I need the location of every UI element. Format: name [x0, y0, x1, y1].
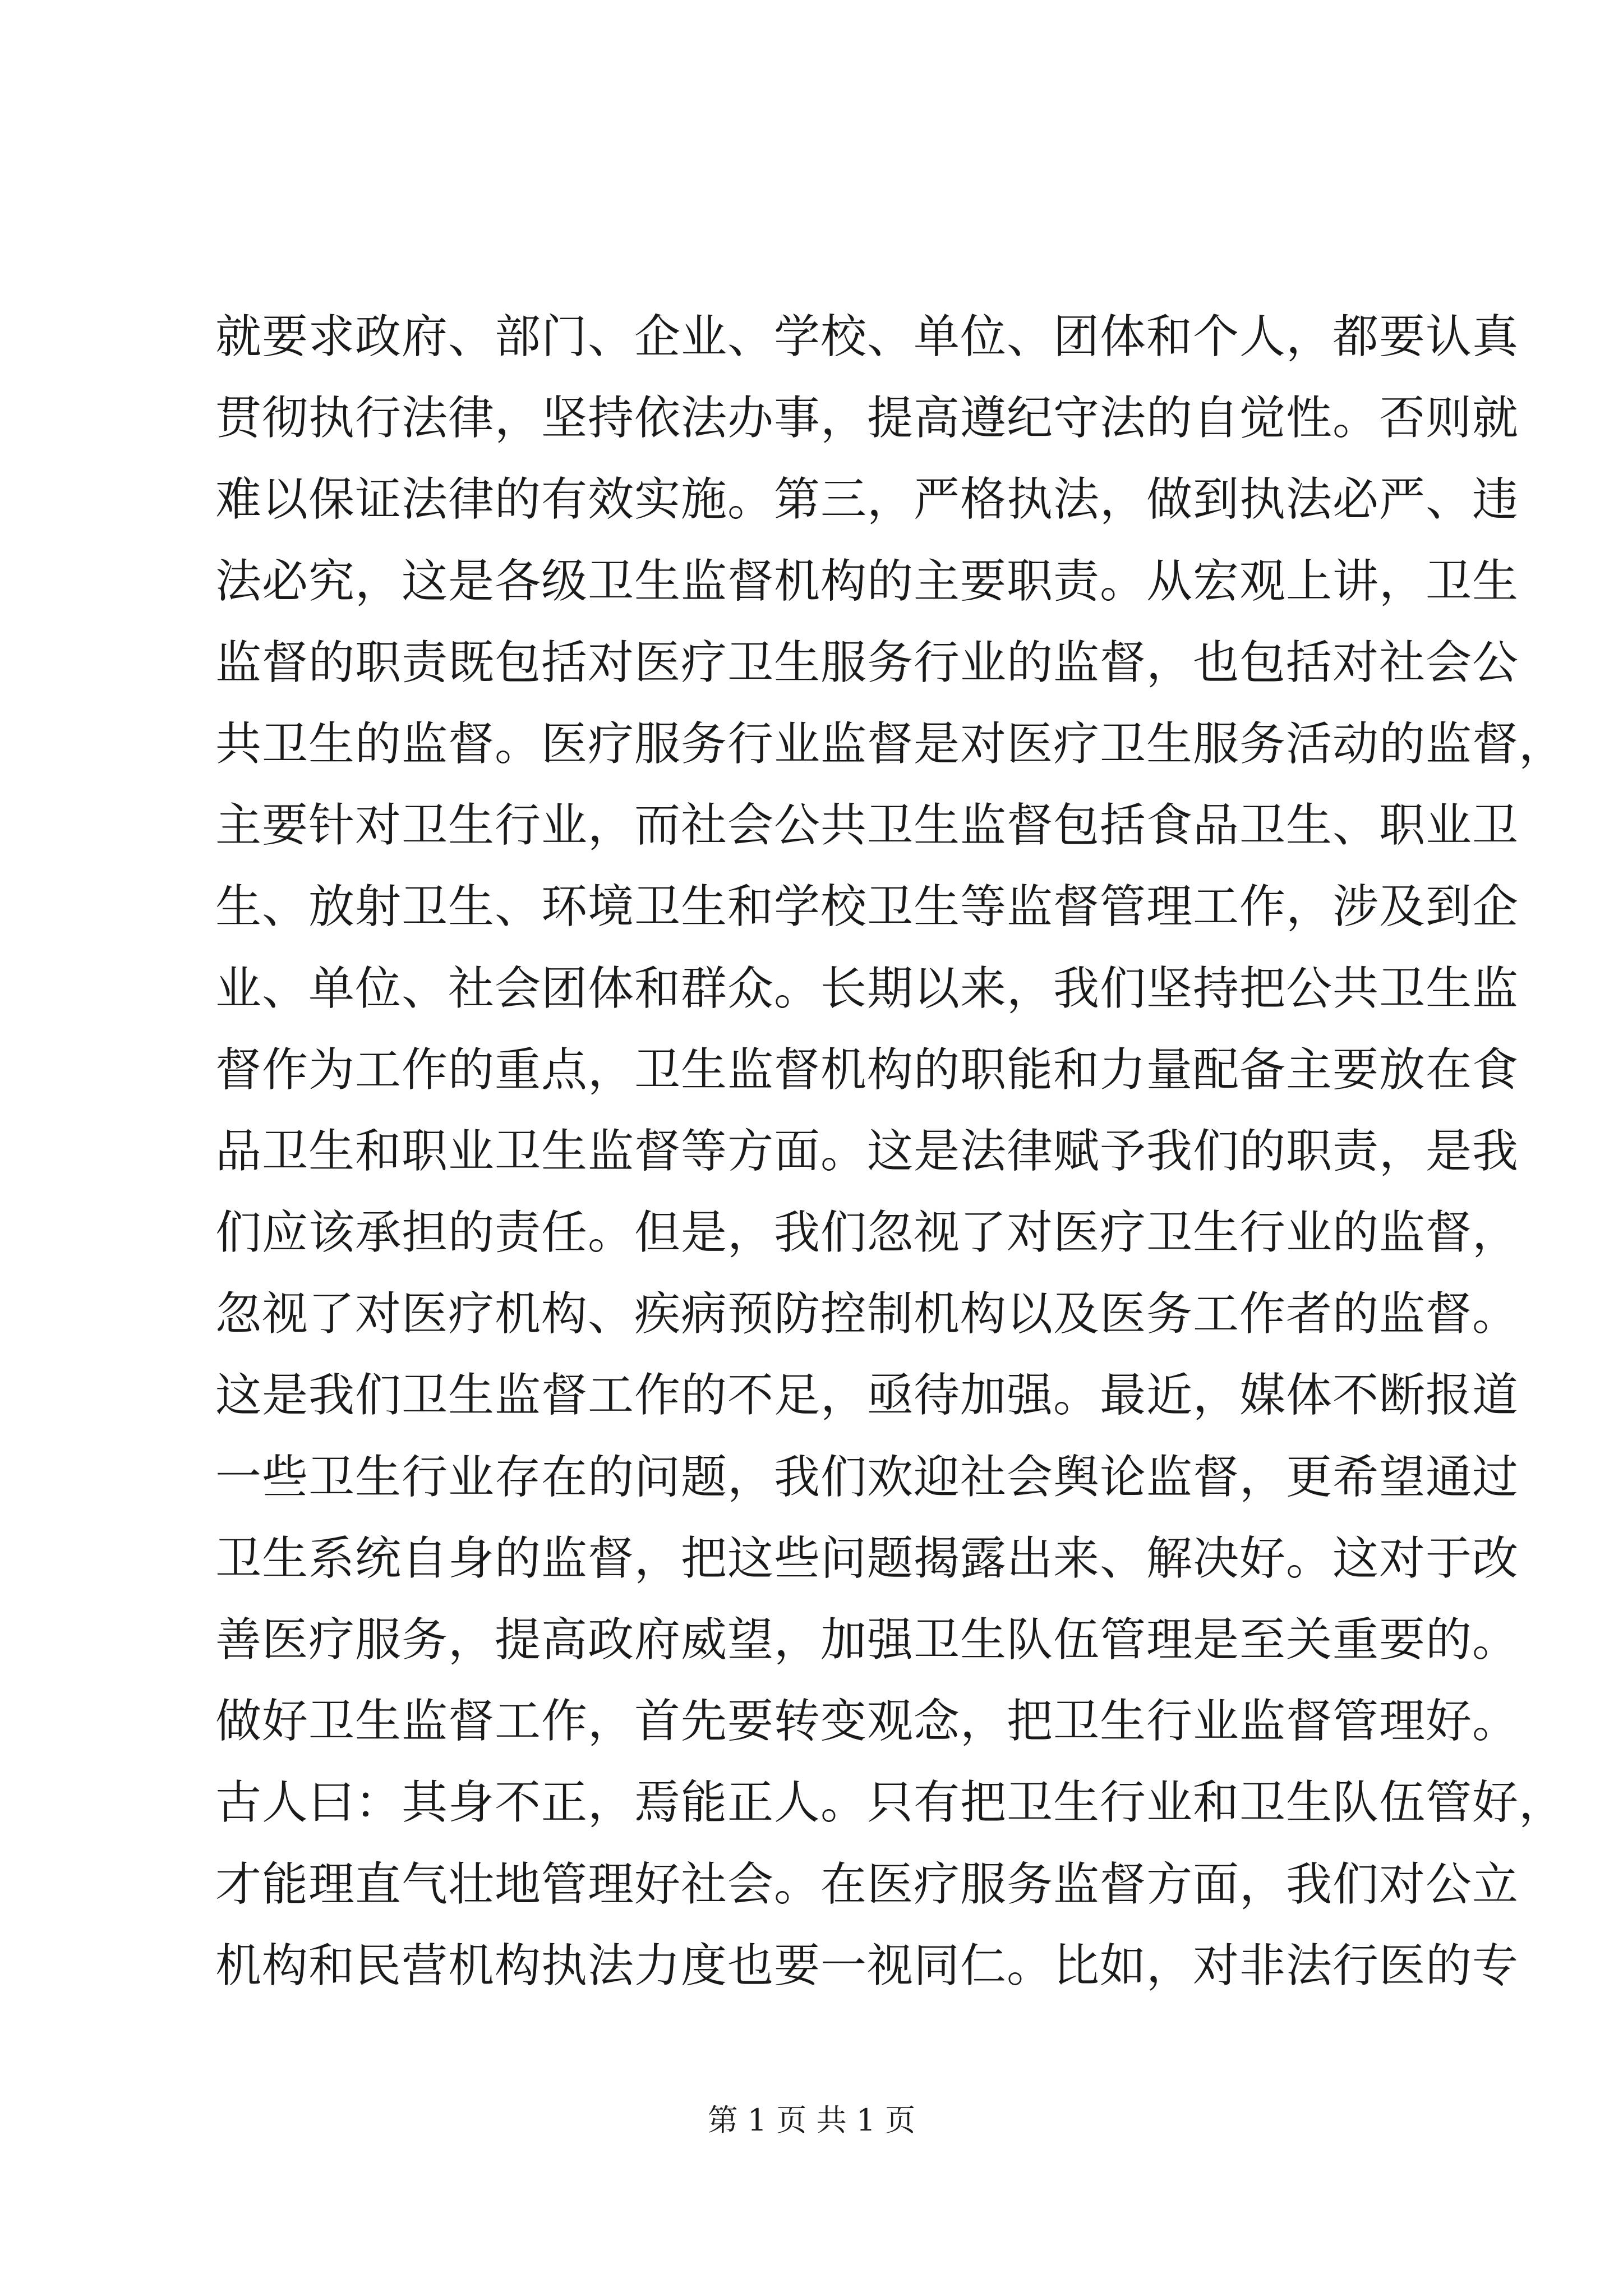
text-line: 古人曰：其身不正，焉能正人。只有把卫生行业和卫生队伍管好， — [215, 1776, 1566, 1830]
text-line: 才能理直气壮地管理好社会。在医疗服务监督方面，我们对公立 — [215, 1857, 1519, 1911]
text-line: 贯彻执行法律，坚持依法办事，提高遵纪守法的自觉性。否则就 — [215, 392, 1519, 445]
text-line: 忽视了对医疗机构、疾病预防控制机构以及医务工作者的监督。 — [215, 1287, 1519, 1341]
text-line: 法必究，这是各级卫生监督机构的主要职责。从宏观上讲，卫生 — [215, 554, 1519, 608]
text-line: 共卫生的监督。医疗服务行业监督是对医疗卫生服务活动的监督， — [215, 717, 1566, 771]
text-line: 生、放射卫生、环境卫生和学校卫生等监督管理工作，涉及到企 — [215, 880, 1519, 934]
page-number-label: 第 1 页 共 1 页 — [707, 2102, 916, 2138]
text-line: 业、单位、社会团体和群众。长期以来，我们坚持把公共卫生监 — [215, 961, 1519, 1015]
text-line: 做好卫生监督工作，首先要转变观念，把卫生行业监督管理好。 — [215, 1695, 1519, 1749]
text-line: 卫生系统自身的监督，把这些问题揭露出来、解决好。这对于改 — [215, 1531, 1519, 1585]
text-line: 难以保证法律的有效实施。第三，严格执法，做到执法必严、违 — [215, 473, 1519, 527]
text-line: 主要针对卫生行业，而社会公共卫生监督包括食品卫生、职业卫 — [215, 799, 1519, 853]
text-line: 监督的职责既包括对医疗卫生服务行业的监督，也包括对社会公 — [215, 636, 1519, 689]
text-line: 善医疗服务，提高政府威望，加强卫生队伍管理是至关重要的。 — [215, 1613, 1519, 1667]
page-footer — [0, 2101, 1623, 2140]
body-text — [215, 296, 1566, 2007]
text-line: 这是我们卫生监督工作的不足，亟待加强。最近，媒体不断报道 — [215, 1369, 1519, 1423]
text-line: 就要求政府、部门、企业、学校、单位、团体和个人，都要认真 — [215, 310, 1519, 364]
text-line: 们应该承担的责任。但是，我们忽视了对医疗卫生行业的监督， — [215, 1206, 1519, 1260]
text-line: 督作为工作的重点，卫生监督机构的职能和力量配备主要放在食 — [215, 1043, 1519, 1097]
text-line: 一些卫生行业存在的问题，我们欢迎社会舆论监督，更希望通过 — [215, 1450, 1519, 1504]
text-line: 机构和民营机构执法力度也要一视同仁。比如，对非法行医的专 — [215, 1939, 1519, 1993]
text-line: 品卫生和职业卫生监督等方面。这是法律赋予我们的职责，是我 — [215, 1124, 1519, 1178]
